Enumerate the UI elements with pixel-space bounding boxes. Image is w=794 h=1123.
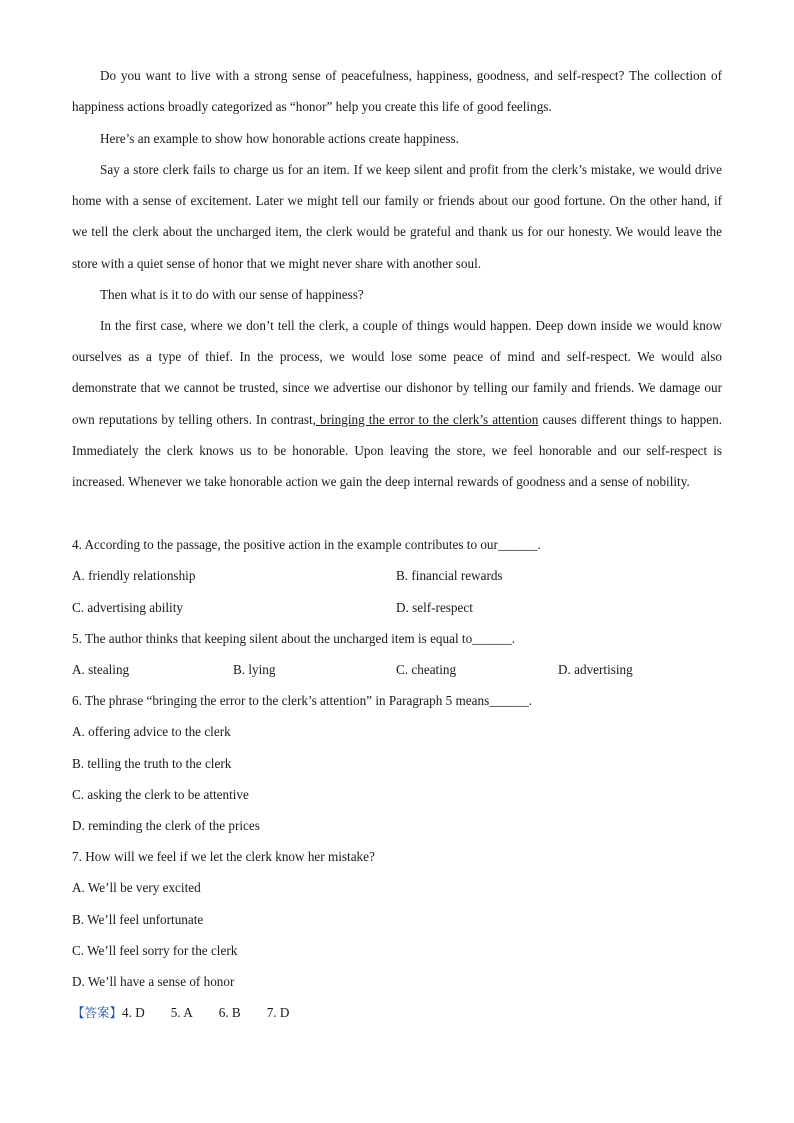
paragraph-5 <box>72 310 722 497</box>
question-5-option-c: C. cheating <box>396 662 457 677</box>
question-7-option-b: B. We’ll feel unfortunate <box>72 912 204 927</box>
answer-6: 6. B <box>218 1005 241 1020</box>
question-5-stem: 5. The author thinks that keeping silent about the uncharged item is equal to______. <box>72 631 516 646</box>
answer-4: 4. D <box>122 1005 145 1020</box>
question-5-option-a: A. stealing <box>72 662 130 677</box>
question-4-option-d: D. self-respect <box>396 600 473 615</box>
question-7-option-c: C. We’ll feel sorry for the clerk <box>72 943 238 958</box>
paragraph-5-part-1: In the first case, where we don’t tell the clerk, a couple of things would happen. Deep down inside we would know ourselves as a type of thief. In the process, we would lose some peace of mind and self-respect. We would also demonstrate that we cannot be trusted, since we advertise our dishonor by telling our family and friends. We damage our own reputations by telling others. In contrast, <box>72 318 722 427</box>
paragraph-5-part-2: causes different things to happen. Immediately the clerk knows us to be honorable. Upon leaving the store, we feel honorable and our self-respect is increased. Whenever we take honorable action we gain the deep internal rewards of goodness and a sense of nobility. <box>72 411 722 490</box>
question-4-stem: 4. According to the passage, the positive action in the example contributes to our______. <box>72 537 541 552</box>
paragraph-4: Then what is it to do with our sense of happiness? <box>100 287 364 302</box>
paragraph-2: Here’s an example to show how honorable actions create happiness. <box>100 131 459 146</box>
question-7-stem: 7. How will we feel if we let the clerk know her mistake? <box>72 849 375 864</box>
answer-key <box>72 1005 289 1021</box>
paragraph-3: Say a store clerk fails to charge us for an item. If we keep silent and profit from the clerk’s mistake, we would drive home with a sense of excitement. Later we might tell our family or friends about our good fortune. On the other hand, if we tell the clerk about the uncharged item, the clerk would be grateful and thank us for our honesty. We would leave the store with a quiet sense of honor that we might never share with another soul. <box>72 162 722 271</box>
question-6-option-c: C. asking the clerk to be attentive <box>72 787 249 802</box>
question-4-option-c: C. advertising ability <box>72 600 183 615</box>
answer-7: 7. D <box>266 1005 290 1020</box>
question-5-option-b: B. lying <box>233 662 276 677</box>
paragraph-1: Do you want to live with a strong sense of peacefulness, happiness, goodness, and self-respect? The collection of happiness actions broadly categorized as “honor” help you create this life of good feelings. <box>72 68 722 115</box>
question-4-option-a: A. friendly relationship <box>72 568 196 583</box>
question-7-option-a: A. We’ll be very excited <box>72 880 201 895</box>
question-6-option-d: D. reminding the clerk of the prices <box>72 818 260 833</box>
question-6-option-a: A. offering advice to the clerk <box>72 724 231 739</box>
answer-label: 【答案】 <box>72 1005 123 1020</box>
question-4-option-b: B. financial rewards <box>396 568 503 583</box>
question-5-option-d: D. advertising <box>558 662 633 677</box>
question-6-option-b: B. telling the truth to the clerk <box>72 756 232 771</box>
question-6-stem: 6. The phrase “bringing the error to the clerk’s attention” in Paragraph 5 means______. <box>72 693 533 708</box>
answer-5: 5. A <box>170 1005 193 1020</box>
question-7-option-d: D. We’ll have a sense of honor <box>72 974 235 989</box>
underlined-phrase: bringing the error to the clerk’s attention <box>315 411 539 427</box>
